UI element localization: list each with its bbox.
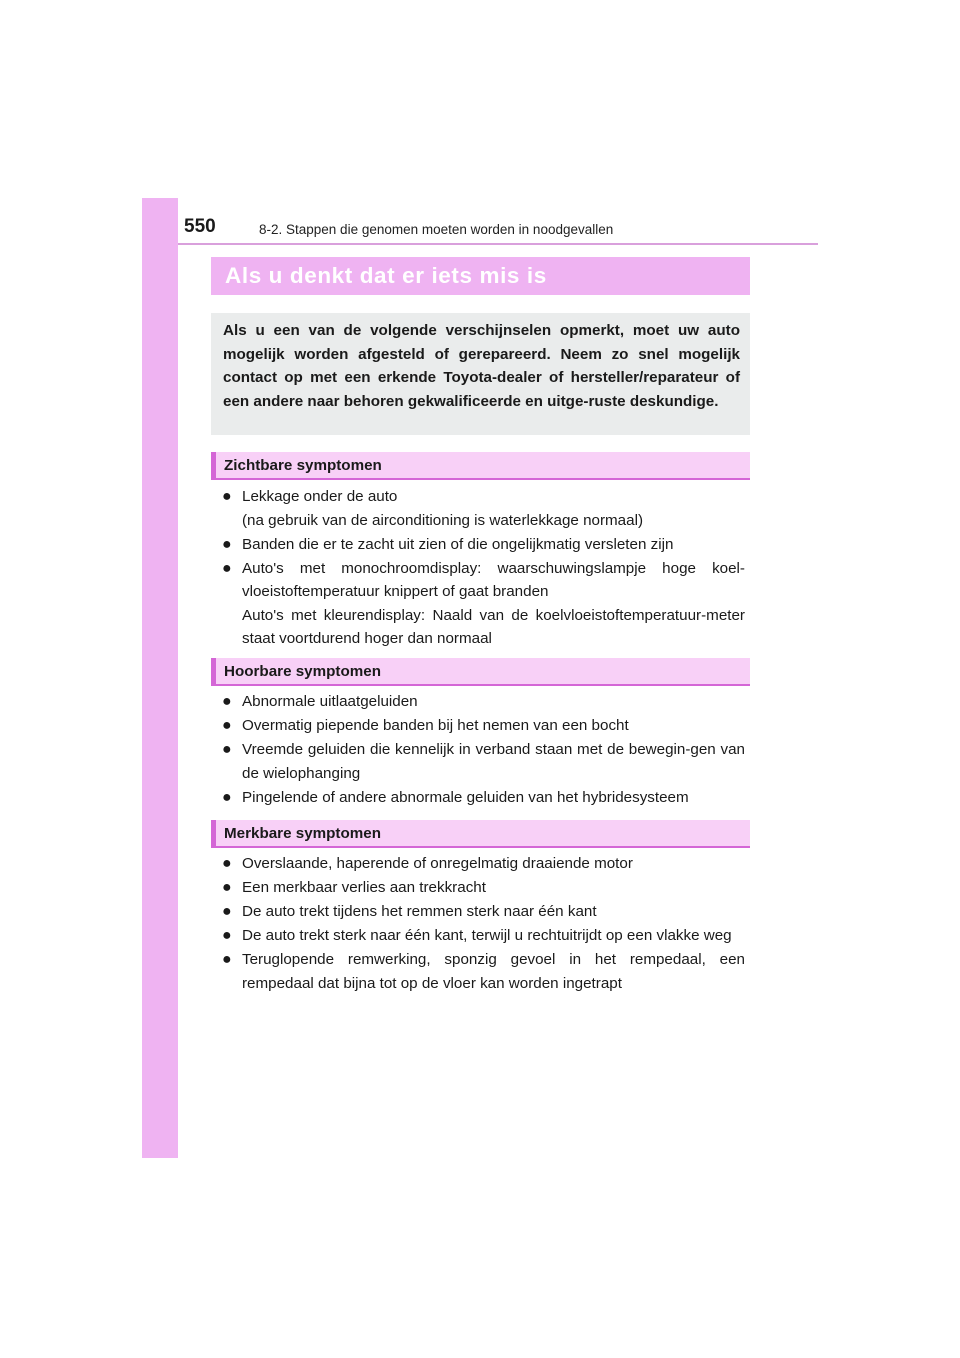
- list-item-text: De auto trekt sterk naar één kant, terwijl u rechtuitrijdt op een vlakke weg: [242, 927, 732, 944]
- bullet-icon: ●: [222, 927, 232, 944]
- bullet-icon: ●: [222, 788, 232, 806]
- list-item: [222, 900, 745, 924]
- page-number: 550: [184, 216, 216, 237]
- section-heading-audible: [211, 658, 750, 686]
- list-item: [222, 738, 745, 785]
- list-item: [222, 690, 745, 714]
- page-title-bar: [211, 257, 750, 295]
- list-item: [222, 948, 745, 995]
- bullet-icon: ●: [222, 879, 232, 896]
- list-item: [222, 533, 745, 557]
- list-item: [222, 852, 745, 876]
- list-item-text: Auto's met monochroomdisplay: waarschuwingslampje hoge koel-vloeistoftemperatuur knippert of gaat branden: [242, 559, 745, 600]
- list-item: [222, 714, 745, 738]
- section-heading-label: Hoorbare symptomen: [224, 662, 381, 680]
- list-item-text: Pingelende of andere abnormale geluiden van het hybridesysteem: [242, 788, 689, 806]
- list-item-text: Overslaande, haperende of onregelmatig draaiende motor: [242, 855, 633, 872]
- section-heading-label: Merkbare symptomen: [224, 824, 381, 842]
- running-head: 8-2. Stappen die genomen moeten worden in noodgevallen: [259, 222, 614, 237]
- intro-box: [211, 313, 750, 435]
- list-item: [222, 485, 745, 532]
- list-item: [222, 786, 745, 810]
- intro-text: Als u een van de volgende verschijnselen opmerkt, moet uw auto mogelijk worden afgesteld of gerepareerd. Neem zo snel mogelijk contact op met een erkende Toyota-dealer of hersteller/reparateur of een andere naar behoren gekwalificeerde en uitge-ruste deskundige.: [223, 322, 740, 410]
- list-item-text: Banden die er te zacht uit zien of die ongelijkmatig versleten zijn: [242, 535, 674, 553]
- list-item-text: De auto trekt tijdens het remmen sterk naar één kant: [242, 903, 597, 920]
- list-item-text: Abnormale uitlaatgeluiden: [242, 693, 418, 710]
- section-heading-label: Zichtbare symptomen: [224, 456, 382, 474]
- bullet-list-visible: [222, 485, 745, 651]
- bullet-icon: ●: [222, 717, 232, 734]
- bullet-list-noticeable: [222, 852, 745, 996]
- list-item-text: Teruglopende remwerking, sponzig gevoel in het rempedaal, een rempedaal dat bijna tot op de vloer kan worden ingetrapt: [242, 951, 745, 992]
- list-item-subtext: (na gebruik van de airconditioning is waterlekkage normaal): [242, 511, 644, 529]
- list-item-text: Vreemde geluiden die kennelijk in verband staan met de bewegin-gen van de wielophanging: [242, 741, 745, 782]
- list-item-text: Lekkage onder de auto: [242, 488, 398, 505]
- bullet-icon: ●: [222, 855, 232, 872]
- section-heading-visible: [211, 452, 750, 480]
- chapter-sidebar-tab: [142, 198, 178, 1158]
- bullet-icon: ●: [222, 535, 232, 553]
- list-item-subtext: Auto's met kleurendisplay: Naald van de koelvloeistoftemperatuur-meter staat voortdurend hoger dan normaal: [242, 606, 745, 647]
- bullet-icon: ●: [222, 559, 232, 577]
- list-item-text: Overmatig piepende banden bij het nemen van een bocht: [242, 717, 629, 734]
- list-item: [222, 876, 745, 900]
- bullet-icon: ●: [222, 903, 232, 920]
- header-rule: [178, 243, 818, 245]
- section-heading-noticeable: [211, 820, 750, 848]
- bullet-list-audible: [222, 690, 745, 810]
- bullet-icon: ●: [222, 488, 232, 505]
- page-title: Als u denkt dat er iets mis is: [225, 263, 547, 288]
- bullet-icon: ●: [222, 951, 232, 968]
- bullet-icon: ●: [222, 693, 232, 710]
- list-item-text: Een merkbaar verlies aan trekkracht: [242, 879, 486, 896]
- list-item: [222, 557, 745, 651]
- bullet-icon: ●: [222, 741, 232, 758]
- list-item: [222, 924, 745, 948]
